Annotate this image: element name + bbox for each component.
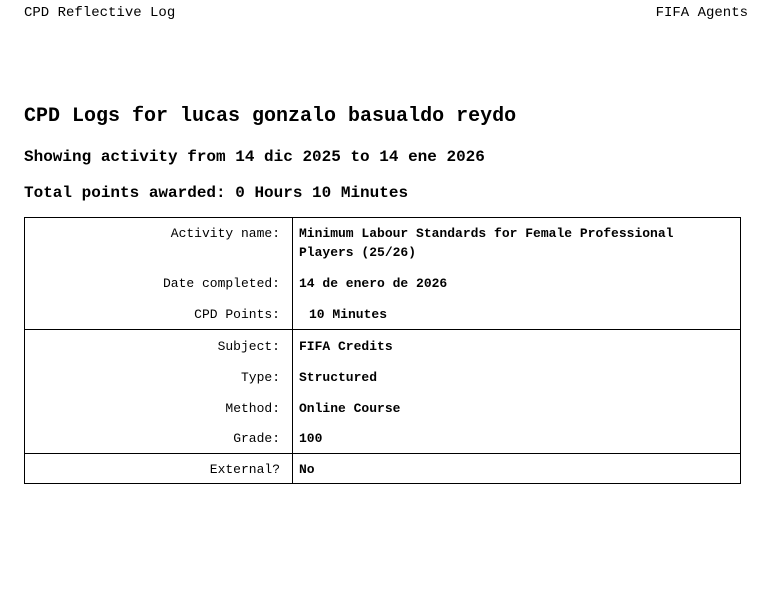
activity-name-value: Minimum Labour Standards for Female Professional Players (25/26) (299, 226, 674, 260)
method-value: Online Course (299, 400, 401, 416)
cpd-points-value: 10 Minutes (309, 306, 388, 322)
activity-name-label: Activity name: (25, 218, 293, 268)
table-row (25, 423, 741, 454)
grade-label: Grade: (25, 423, 293, 454)
external-value: No (299, 462, 315, 477)
subject-label: Subject: (25, 330, 293, 361)
activity-date-range: Showing activity from 14 dic 2025 to 14 ene 2026 (24, 148, 485, 166)
cpd-points-cell (293, 299, 741, 330)
table-row (25, 361, 741, 392)
document-header-organization: FIFA Agents (655, 5, 748, 21)
total-points-awarded: Total points awarded: 0 Hours 10 Minutes (24, 184, 409, 202)
external-label: External? (25, 454, 293, 484)
table-row (25, 218, 741, 268)
table-row (25, 268, 741, 299)
grade-value: 100 (293, 423, 741, 454)
page-title: CPD Logs for lucas gonzalo basualdo reydo (24, 105, 517, 128)
type-value: Structured (299, 369, 378, 385)
method-label: Method: (25, 392, 293, 423)
table-row (25, 392, 741, 423)
table-row (25, 330, 741, 361)
document-header-title: CPD Reflective Log (24, 5, 176, 21)
subject-value: FIFA Credits (299, 339, 393, 354)
date-completed-value: 14 de enero de 2026 (299, 275, 448, 291)
table-row (25, 454, 741, 484)
date-completed-label: Date completed: (25, 268, 293, 299)
cpd-record-table (24, 217, 741, 484)
table-row (25, 299, 741, 330)
cpd-points-label: CPD Points: (25, 299, 293, 330)
type-label: Type: (25, 361, 293, 392)
